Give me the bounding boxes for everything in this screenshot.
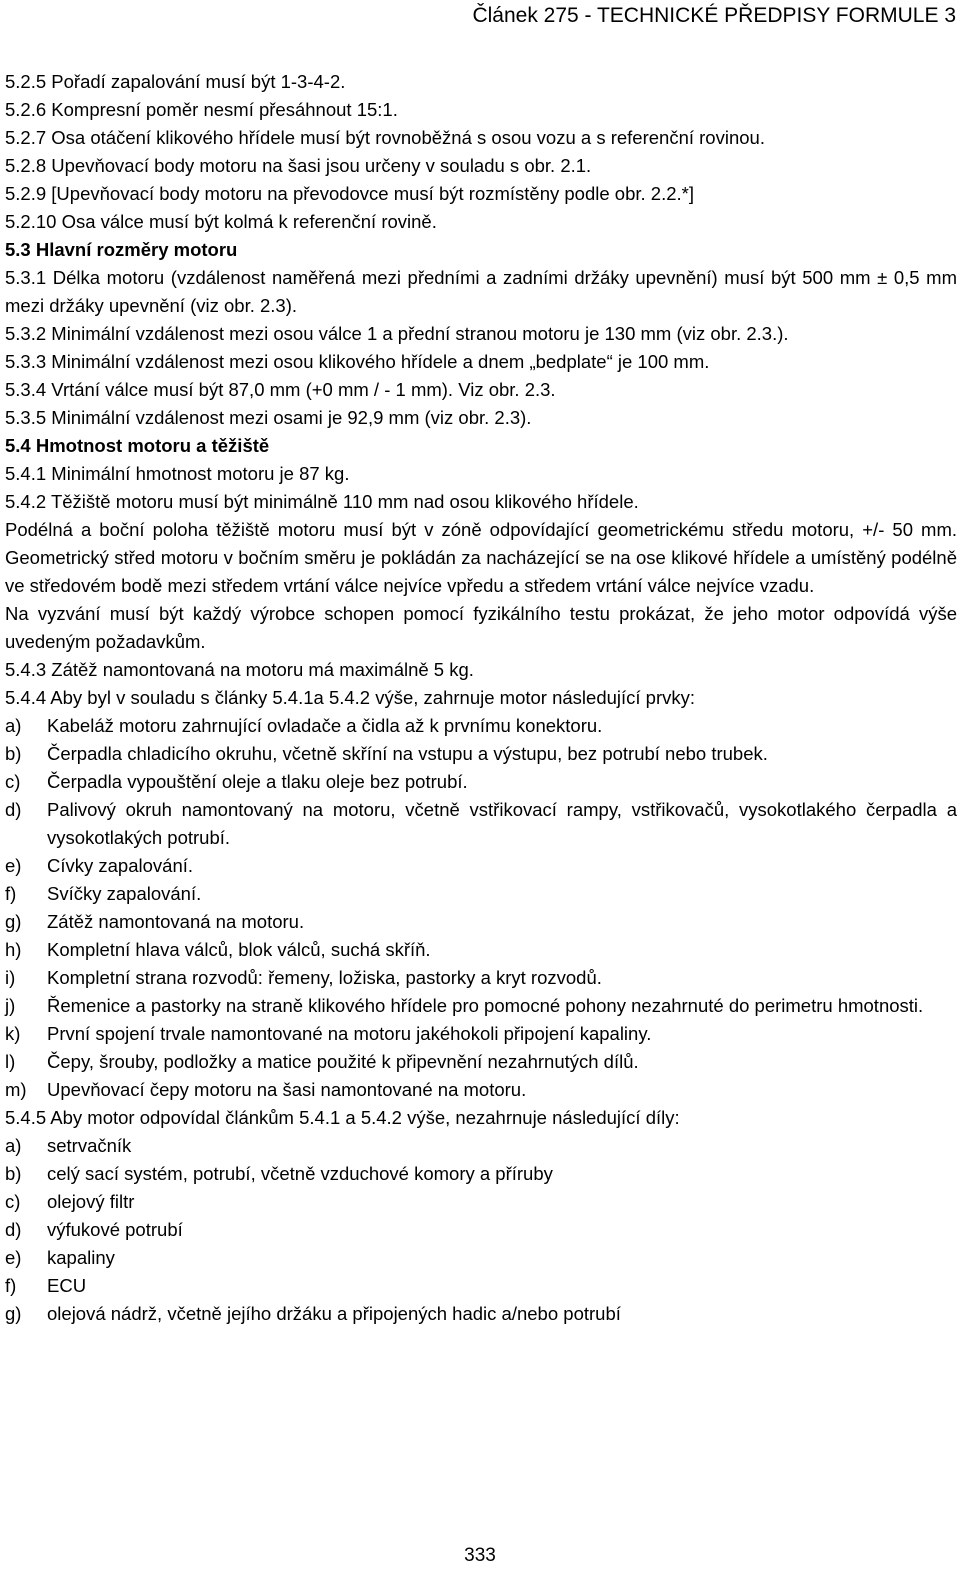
- para-5-2-6: 5.2.6 Kompresní poměr nesmí přesáhnout 15:1.: [5, 99, 398, 120]
- list-item: [5, 740, 957, 768]
- para-5-2-7: 5.2.7 Osa otáčení klikového hřídele musí být rovnoběžná s osou vozu a s referenční rovinou.: [5, 127, 765, 148]
- list-item: [5, 992, 957, 1020]
- list-item-text: setrvačník: [47, 1135, 132, 1156]
- para-5-3-5: 5.3.5 Minimální vzdálenost mezi osami je 92,9 mm (viz obr. 2.3).: [5, 407, 532, 428]
- list-item: [5, 712, 957, 740]
- list-marker: d): [5, 799, 22, 820]
- para-5-4-2: 5.4.2 Těžiště motoru musí být minimálně 110 mm nad osou klikového hřídele.: [5, 491, 639, 512]
- para-5-4-2-position: Podélná a boční poloha těžiště motoru musí být v zóně odpovídající geometrickému středu motoru, +/- 50 mm. Geometrický střed motoru v bočním směru je pokládán za nacházející se na ose klikové hřídele a umístěný podélně ve středovém bodě mezi středem vrtání válce nejvíce vpředu a středem vrtání válce nejvíce vzadu.: [5, 519, 957, 596]
- list-marker: i): [5, 967, 16, 988]
- para-5-3-2: 5.3.2 Minimální vzdálenost mezi osou válce 1 a přední stranou motoru je 130 mm (viz obr. 2.3.).: [5, 323, 789, 344]
- list-item: [5, 1020, 957, 1048]
- list-item: [5, 1188, 957, 1216]
- list-item-text: Čerpadla chladicího okruhu, včetně skříní na vstupu a výstupu, bez potrubí nebo trubek.: [47, 743, 768, 764]
- para-5-4-1: 5.4.1 Minimální hmotnost motoru je 87 kg.: [5, 463, 350, 484]
- list-item-text: Čepy, šrouby, podložky a matice použité k připevnění nezahrnutých dílů.: [47, 1051, 639, 1072]
- excluded-items-list: [5, 1132, 957, 1328]
- para-5-4-3: 5.4.3 Zátěž namontovaná na motoru má maximálně 5 kg.: [5, 659, 474, 680]
- para-5-2-10: 5.2.10 Osa válce musí být kolmá k referenční rovině.: [5, 211, 437, 232]
- list-item-text: Řemenice a pastorky na straně klikového hřídele pro pomocné pohony nezahrnuté do perimetru hmotnosti.: [47, 995, 924, 1016]
- heading-5-4: 5.4 Hmotnost motoru a těžiště: [5, 435, 270, 456]
- list-marker: a): [5, 715, 22, 736]
- list-item: [5, 1048, 957, 1076]
- para-5-4-4: 5.4.4 Aby byl v souladu s články 5.4.1a 5.4.2 výše, zahrnuje motor následující prvky:: [5, 687, 696, 708]
- list-marker: e): [5, 855, 22, 876]
- para-5-4-2-test: Na vyzvání musí být každý výrobce schopen pomocí fyzikálního testu prokázat, že jeho motor odpovídá výše uvedeným požadavkům.: [5, 603, 957, 652]
- heading-5-3: 5.3 Hlavní rozměry motoru: [5, 239, 238, 260]
- list-marker: c): [5, 1191, 21, 1212]
- list-item: [5, 880, 957, 908]
- list-item: [5, 1160, 957, 1188]
- para-5-2-8: 5.2.8 Upevňovací body motoru na šasi jsou určeny v souladu s obr. 2.1.: [5, 155, 592, 176]
- running-header: Článek 275 - TECHNICKÉ PŘEDPISY FORMULE 3: [472, 4, 956, 27]
- list-marker: d): [5, 1219, 22, 1240]
- list-item-text: olejová nádrž, včetně jejího držáku a připojených hadic a/nebo potrubí: [47, 1303, 621, 1324]
- list-marker: k): [5, 1023, 21, 1044]
- list-marker: e): [5, 1247, 22, 1268]
- para-5-2-5: 5.2.5 Pořadí zapalování musí být 1-3-4-2.: [5, 71, 346, 92]
- list-marker: j): [5, 995, 16, 1016]
- list-marker: l): [5, 1051, 16, 1072]
- list-marker: m): [5, 1079, 27, 1100]
- list-item-text: celý sací systém, potrubí, včetně vzduchové komory a příruby: [47, 1163, 553, 1184]
- para-5-3-4: 5.3.4 Vrtání válce musí být 87,0 mm (+0 mm / - 1 mm). Viz obr. 2.3.: [5, 379, 556, 400]
- list-item-text: Kompletní hlava válců, blok válců, suchá skříň.: [47, 939, 431, 960]
- list-marker: g): [5, 1303, 22, 1324]
- list-item-text: výfukové potrubí: [47, 1219, 183, 1240]
- included-items-list: [5, 712, 957, 1104]
- list-item-text: Zátěž namontovaná na motoru.: [47, 911, 305, 932]
- para-5-3-1: 5.3.1 Délka motoru (vzdálenost naměřená mezi předními a zadními držáky upevnění) musí být 500 mm ± 0,5 mm mezi držáky upevnění (viz obr. 2.3).: [5, 267, 957, 316]
- list-item: [5, 1216, 957, 1244]
- list-marker: f): [5, 1275, 17, 1296]
- list-item-text: Kompletní strana rozvodů: řemeny, ložiska, pastorky a kryt rozvodů.: [47, 967, 602, 988]
- list-item-text: ECU: [47, 1275, 87, 1296]
- list-marker: g): [5, 911, 22, 932]
- list-item-text: Upevňovací čepy motoru na šasi namontované na motoru.: [47, 1079, 527, 1100]
- list-item-text: První spojení trvale namontované na motoru jakéhokoli připojení kapaliny.: [47, 1023, 652, 1044]
- list-item-text: Svíčky zapalování.: [47, 883, 202, 904]
- list-item: [5, 936, 957, 964]
- list-item-text: Palivový okruh namontovaný na motoru, včetně vstřikovací rampy, vstřikovačů, vysokotlakého čerpadla a vysokotlakých potrubí.: [47, 799, 957, 848]
- list-marker: b): [5, 1163, 22, 1184]
- list-marker: f): [5, 883, 17, 904]
- list-marker: b): [5, 743, 22, 764]
- para-5-4-5: 5.4.5 Aby motor odpovídal článkům 5.4.1 a 5.4.2 výše, nezahrnuje následující díly:: [5, 1107, 680, 1128]
- list-item: [5, 964, 957, 992]
- list-item: [5, 1132, 957, 1160]
- list-item-text: Kabeláž motoru zahrnující ovladače a čidla až k prvnímu konektoru.: [47, 715, 603, 736]
- list-item: [5, 1244, 957, 1272]
- para-5-3-3: 5.3.3 Minimální vzdálenost mezi osou klikového hřídele a dnem „bedplate“ je 100 mm.: [5, 351, 710, 372]
- list-item: [5, 1076, 957, 1104]
- list-item: [5, 1272, 957, 1300]
- list-item: [5, 1300, 957, 1328]
- list-item: [5, 768, 957, 796]
- list-marker: a): [5, 1135, 22, 1156]
- list-marker: c): [5, 771, 21, 792]
- document-body: [5, 68, 957, 1328]
- list-item: [5, 852, 957, 880]
- list-item: [5, 796, 957, 852]
- list-item: [5, 908, 957, 936]
- page-number: 333: [464, 1545, 496, 1566]
- list-item-text: Cívky zapalování.: [47, 855, 194, 876]
- list-item-text: Čerpadla vypouštění oleje a tlaku oleje bez potrubí.: [47, 771, 468, 792]
- list-item-text: olejový filtr: [47, 1191, 135, 1212]
- list-marker: h): [5, 939, 22, 960]
- para-5-2-9: 5.2.9 [Upevňovací body motoru na převodovce musí být rozmístěny podle obr. 2.2.*]: [5, 183, 694, 204]
- list-item-text: kapaliny: [47, 1247, 115, 1268]
